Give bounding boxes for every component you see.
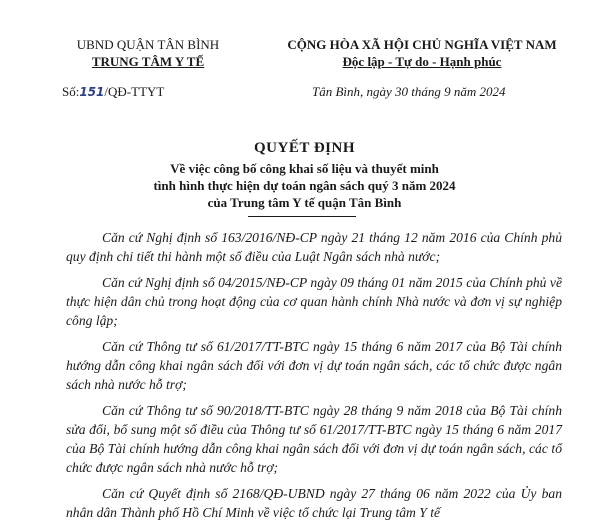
subject-line: Về việc công bố công khai số liệu và thuyết minh (170, 161, 439, 176)
legal-basis-paragraph: Căn cứ Quyết định số 2168/QĐ-UBND ngày 27 tháng 06 năm 2022 của Ủy ban nhân dân Thành phố Hồ Chí Minh về việc tổ chức lại Trung tâm Y tế (66, 486, 562, 520)
title-divider (248, 216, 356, 217)
doc-number-suffix: /QĐ-TTYT (104, 84, 165, 99)
document-date: Tân Bình, ngày 30 tháng 9 năm 2024 (312, 84, 506, 99)
document-subject (100, 160, 509, 211)
subject-line: của Trung tâm Y tế quận Tân Bình (207, 195, 402, 210)
nation-name: CỘNG HÒA XÃ HỘI CHỦ NGHĨA VIỆT NAM (287, 37, 557, 52)
agency-parent: UBND QUẬN TÂN BÌNH (76, 37, 220, 52)
legal-basis-paragraph: Căn cứ Nghị định số 163/2016/NĐ-CP ngày 21 tháng 12 năm 2016 của Chính phủ quy định chi tiết thi hành một số điều của Luật Ngân sách nhà nước; (66, 230, 562, 264)
doc-number-prefix: Số: (62, 84, 80, 99)
document-number (62, 84, 164, 100)
national-heading (272, 36, 572, 70)
national-motto: Độc lập - Tự do - Hạnh phúc (342, 54, 502, 69)
subject-line: tình hình thực hiện dự toán ngân sách quý 3 năm 2024 (153, 178, 456, 193)
legal-basis-paragraph: Căn cứ Nghị định số 04/2015/NĐ-CP ngày 09 tháng 01 năm 2015 của Chính phủ về thực hiện dân chủ trong hoạt động của cơ quan hành chính Nhà nước và đơn vị sự nghiệp công lập; (66, 275, 562, 328)
agency-name: TRUNG TÂM Y TẾ (91, 54, 205, 69)
issuing-agency (48, 36, 248, 70)
legal-basis-paragraph: Căn cứ Thông tư số 90/2018/TT-BTC ngày 28 tháng 9 năm 2018 của Bộ Tài chính sửa đổi, bổ sung một số điều của Thông tư số 61/2017/TT-BTC ngày 15 tháng 6 năm 2017 của Bộ Tài chính hướng dẫn công khai ngân sách đối với đơn vị dự toán ngân sách, các tổ chức được ngân sách nhà nước hỗ trợ; (66, 403, 562, 475)
legal-basis-paragraph: Căn cứ Thông tư số 61/2017/TT-BTC ngày 15 tháng 6 năm 2017 của Bộ Tài chính hướng dẫn công khai ngân sách đối với đơn vị dự toán ngân sách, các tổ chức được ngân sách nhà nước hỗ trợ; (66, 339, 562, 392)
document-body (66, 228, 562, 529)
doc-number-handwritten: 151 (79, 85, 105, 99)
document-title: QUYẾT ĐỊNH (254, 140, 355, 156)
